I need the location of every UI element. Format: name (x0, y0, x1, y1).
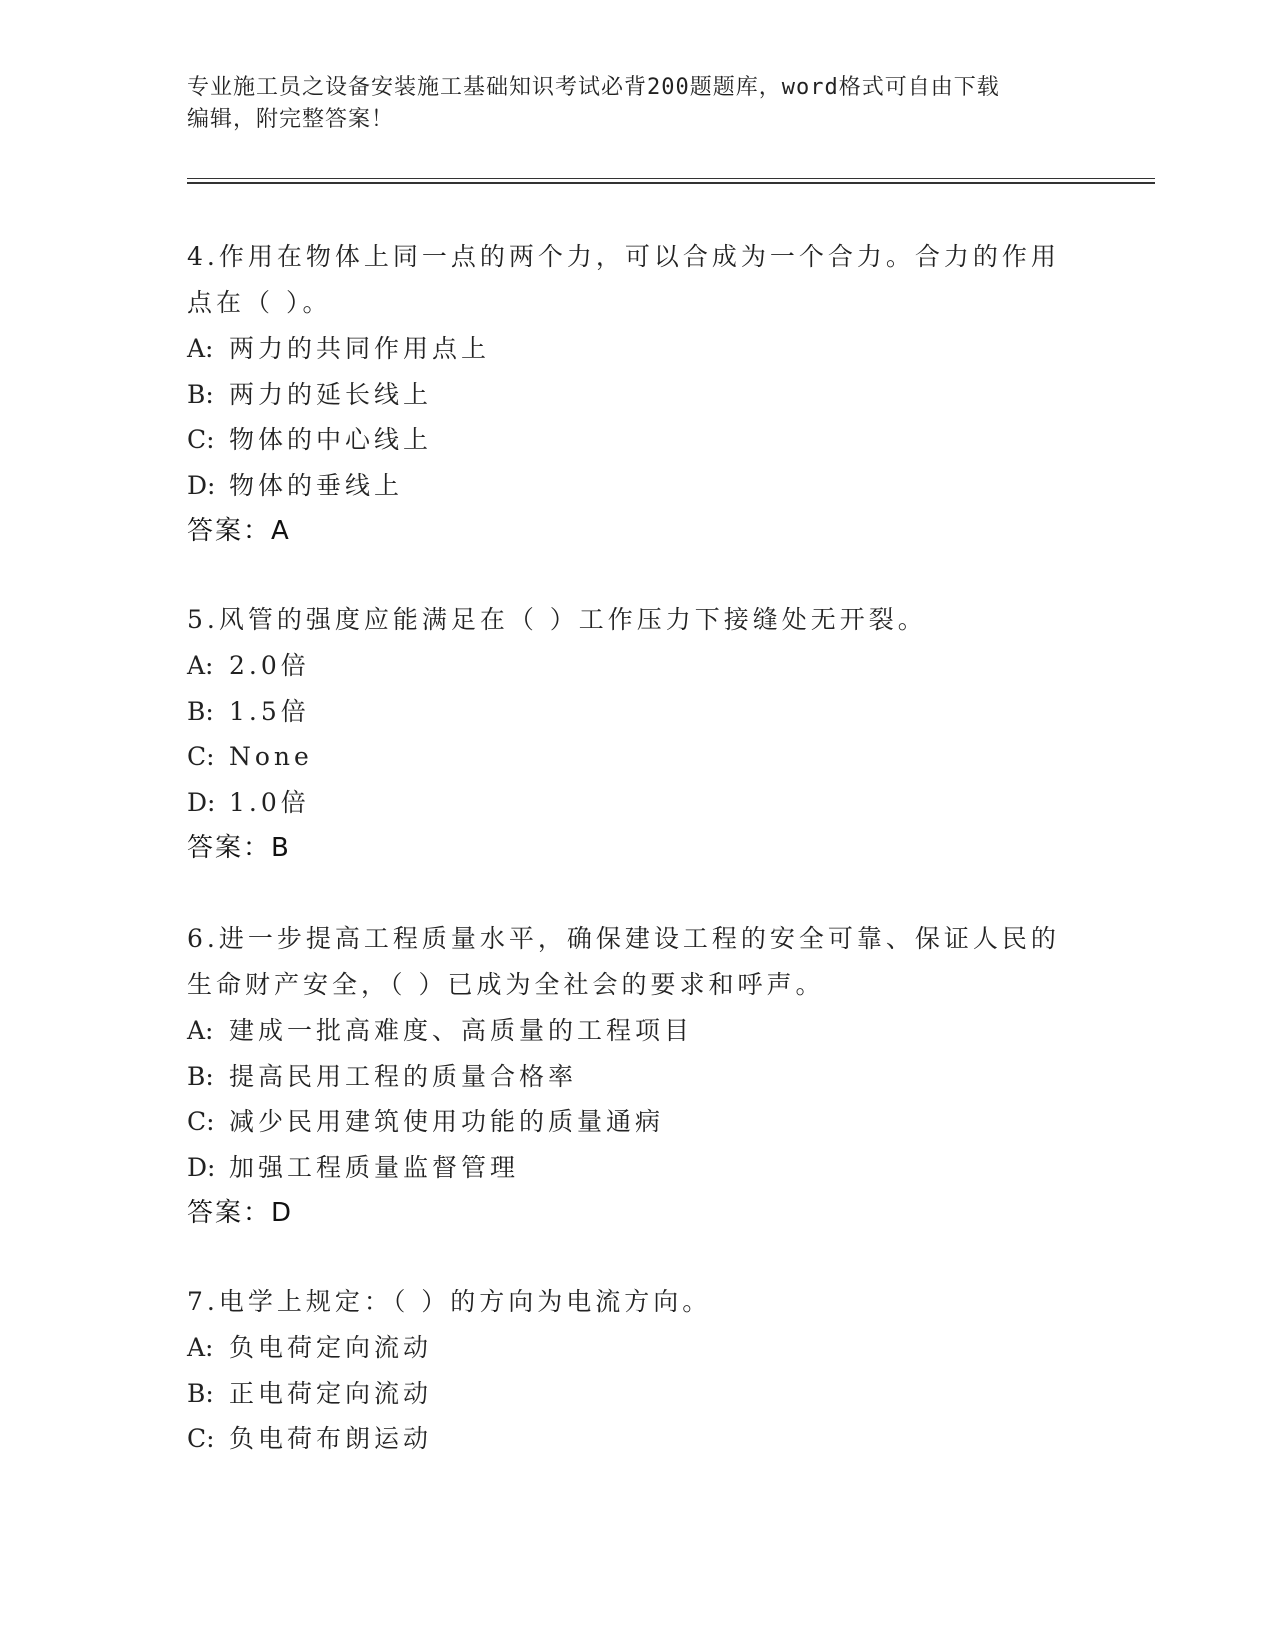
option-text: 2.0倍 (229, 651, 310, 680)
option-text: 两力的共同作用点上 (229, 334, 491, 363)
option-c (187, 1416, 1067, 1462)
option-b (187, 689, 1067, 735)
question-text-line: 点在（ ）。 (187, 288, 332, 317)
option-text: 减少民用建筑使用功能的质量通病 (229, 1107, 665, 1136)
option-b (187, 1054, 1067, 1100)
option-label: C: (187, 742, 215, 771)
option-label: A: (187, 1333, 214, 1362)
header-divider-thin (187, 178, 1155, 179)
option-label: D: (187, 1152, 216, 1182)
option-text: 提高民用工程的质量合格率 (229, 1061, 578, 1091)
option-b (187, 1371, 1067, 1417)
option-text: None (229, 742, 313, 771)
option-b (187, 372, 1067, 418)
option-text: 物体的垂线上 (229, 470, 404, 500)
option-label: B: (187, 379, 214, 409)
question-block (187, 234, 1067, 554)
option-d (187, 1145, 1067, 1191)
option-text: 负电荷定向流动 (229, 1333, 433, 1362)
answer-line: 答案：A (187, 516, 291, 546)
question-text-line: 6.进一步提高工程质量水平，确保建设工程的安全可靠、保证人民的 (187, 924, 1060, 953)
option-d (187, 780, 1067, 826)
option-label: A: (187, 1016, 214, 1045)
option-c (187, 734, 1067, 780)
option-a (187, 1325, 1067, 1371)
option-label: B: (187, 1061, 214, 1091)
option-text: 1.5倍 (229, 696, 310, 726)
document-header (187, 72, 1087, 136)
option-text: 建成一批高难度、高质量的工程项目 (229, 1016, 694, 1045)
option-c (187, 417, 1067, 463)
option-d (187, 463, 1067, 509)
question-block (187, 597, 1067, 871)
question-block (187, 916, 1067, 1236)
option-text: 两力的延长线上 (229, 379, 433, 409)
option-text: 加强工程质量监督管理 (229, 1152, 520, 1182)
answer-line: 答案：D (187, 1198, 294, 1228)
option-label: B: (187, 1378, 214, 1408)
option-label: D: (187, 787, 216, 817)
answer-line: 答案：B (187, 833, 291, 863)
question-text-line: 5.风管的强度应能满足在（ ）工作压力下接缝处无开裂。 (187, 605, 927, 634)
option-text: 1.0倍 (229, 787, 310, 817)
option-c (187, 1099, 1067, 1145)
option-label: B: (187, 696, 214, 726)
option-label: C: (187, 425, 215, 454)
option-label: C: (187, 1424, 215, 1453)
header-divider-thick (187, 182, 1155, 184)
question-text-line: 7.电学上规定：（ ）的方向为电流方向。 (187, 1287, 712, 1316)
option-a (187, 643, 1067, 689)
option-label: C: (187, 1107, 215, 1136)
option-label: A: (187, 334, 214, 363)
option-text: 物体的中心线上 (229, 425, 433, 454)
option-a (187, 1008, 1067, 1054)
option-text: 正电荷定向流动 (229, 1378, 433, 1408)
option-text: 负电荷布朗运动 (229, 1424, 433, 1453)
option-label: D: (187, 470, 216, 500)
question-block (187, 1279, 1067, 1462)
question-text-line: 4.作用在物体上同一点的两个力，可以合成为一个合力。合力的作用 (187, 242, 1060, 271)
header-line-1: 专业施工员之设备安装施工基础知识考试必背200题题库，word格式可自由下载 (187, 75, 1000, 100)
question-text-line: 生命财产安全，（ ）已成为全社会的要求和呼声。 (187, 970, 825, 999)
option-label: A: (187, 651, 214, 680)
header-line-2: 编辑，附完整答案！ (187, 107, 395, 132)
option-a (187, 326, 1067, 372)
